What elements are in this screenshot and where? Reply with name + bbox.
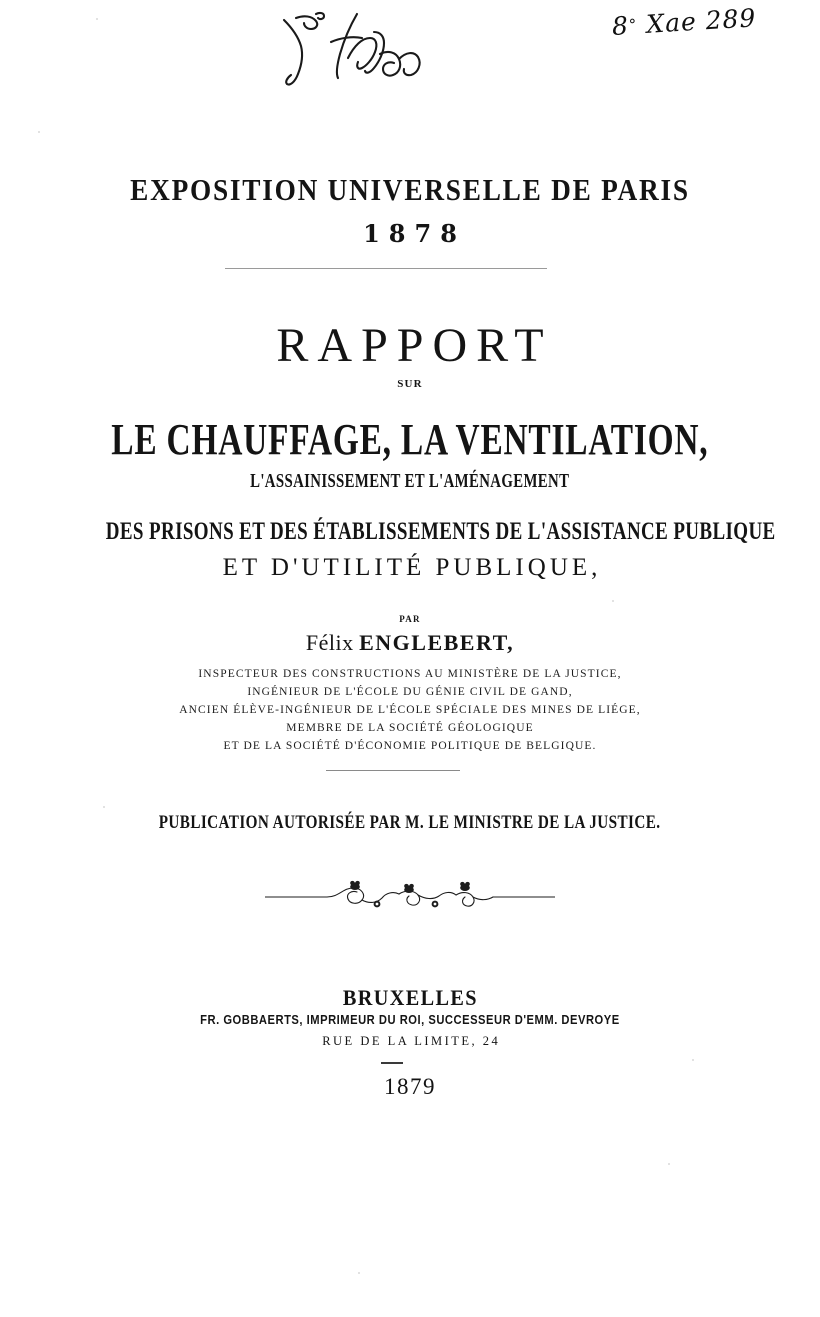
imprint-city-text: BRUXELLES	[342, 985, 478, 1010]
imprint-printer-text: FR. GOBBAERTS, IMPRIMEUR DU ROI, SUCCESSEUR D'EMM. DEVROYE	[200, 1012, 620, 1027]
author-credential: ANCIEN ÉLÈVE-INGÉNIEUR DE L'ÉCOLE SPÉCIALE DES MINES DE LIÉGE,	[179, 704, 641, 716]
divider-rule-top	[225, 268, 547, 269]
scan-speckle	[358, 1272, 360, 1274]
divider-rule-middle	[326, 770, 460, 771]
imprint-city	[0, 985, 820, 1011]
author-family-name: ENGLEBERT,	[359, 630, 515, 655]
shelfmark-prefix: 8	[611, 10, 630, 41]
imprint-printer	[0, 1012, 820, 1027]
author-name	[0, 630, 820, 656]
authorisation-notice-text: PUBLICATION AUTORISÉE PAR M. LE MINISTRE DE LA JUSTICE.	[159, 812, 661, 833]
subtitle-line-4: ET D'UTILITÉ PUBLIQUE,	[222, 554, 602, 581]
imprint-street: RUE DE LA LIMITE, 24	[322, 1034, 501, 1048]
scan-speckle	[692, 1059, 694, 1061]
author-by-label: PAR	[399, 614, 421, 624]
divider-dash-short	[381, 1062, 403, 1064]
author-given-name: Félix	[305, 630, 354, 655]
author-credential: INGÉNIEUR DE L'ÉCOLE DU GÉNIE CIVIL DE GAND,	[247, 686, 573, 698]
author-credential: ET DE LA SOCIÉTÉ D'ÉCONOMIE POLITIQUE DE BELGIQUE.	[223, 740, 597, 752]
subtitle-line-2	[0, 470, 820, 493]
exhibition-heading	[0, 172, 820, 208]
imprint-year: 1879	[384, 1074, 436, 1099]
page-title: RAPPORT	[276, 319, 553, 372]
author-credential: INSPECTEUR DES CONSTRUCTIONS AU MINISTÈRE DE LA JUSTICE,	[198, 668, 622, 680]
author-credential: MEMBRE DE LA SOCIÉTÉ GÉOLOGIQUE	[286, 722, 534, 734]
authorisation-notice	[0, 812, 820, 834]
scan-speckle	[38, 131, 40, 133]
handwritten-shelfmark	[611, 3, 757, 41]
subtitle-line-1	[0, 414, 820, 465]
title-preposition: SUR	[397, 378, 423, 390]
subtitle-line-1-text: LE CHAUFFAGE, LA VENTILATION,	[111, 415, 709, 464]
scan-speckle	[103, 806, 105, 808]
subtitle-line-2-text: L'ASSAINISSEMENT ET L'AMÉNAGEMENT	[250, 470, 570, 492]
subtitle-line-3	[0, 518, 820, 546]
scan-speckle	[96, 18, 98, 20]
shelfmark-value: Xae 289	[645, 3, 758, 39]
scan-speckle	[612, 600, 614, 602]
handwritten-inventory-mark	[262, 2, 437, 99]
subtitle-line-3-text: DES PRISONS ET DES ÉTABLISSEMENTS DE L'ASSISTANCE PUBLIQUE	[105, 518, 776, 545]
floral-vine-ornament-icon	[265, 880, 555, 914]
exhibition-heading-text: EXPOSITION UNIVERSELLE DE PARIS	[130, 172, 690, 207]
exhibition-year: 1878	[363, 219, 466, 248]
scan-speckle	[668, 1163, 670, 1165]
degree-symbol: °	[628, 15, 638, 34]
